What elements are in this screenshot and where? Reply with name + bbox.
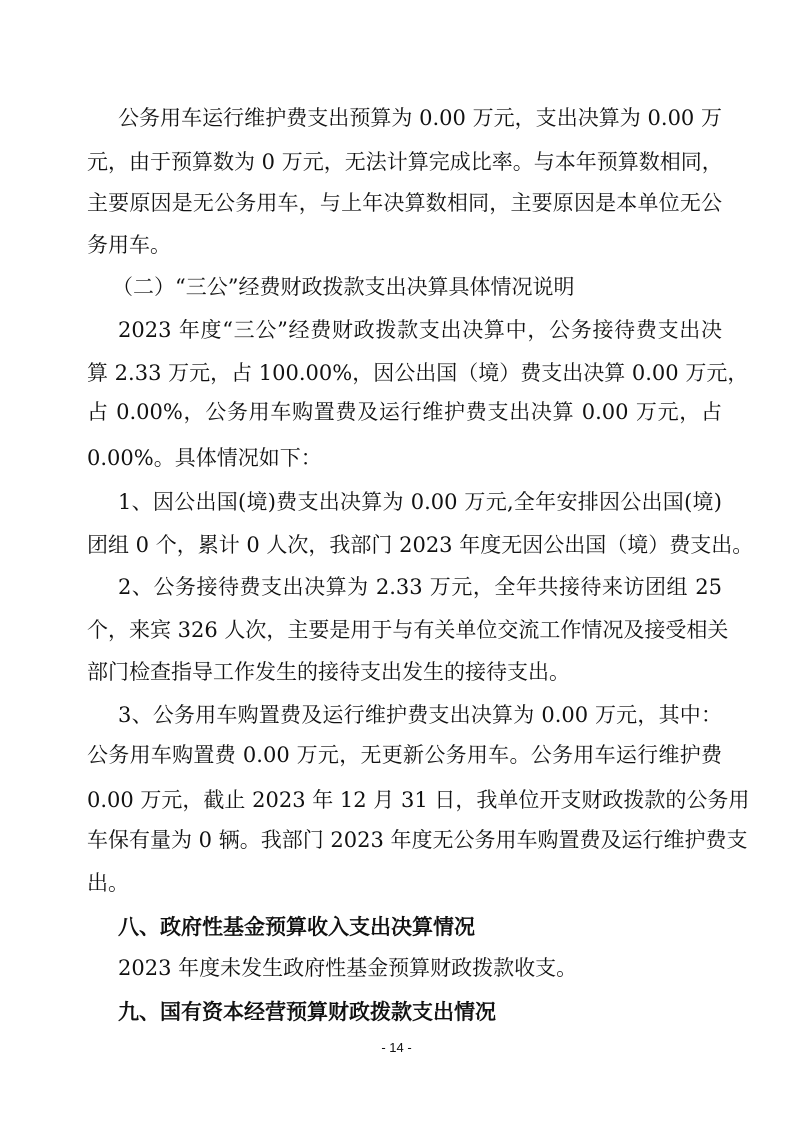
body-text-line: 团组 0 个，累计 0 人次，我部门 2023 年度无因公出国（境）费支出。 (87, 533, 754, 557)
body-text-line: 务用车。 (87, 233, 171, 257)
body-text-line: 1、因公出国(境)费支出决算为 0.00 万元,全年安排因公出国(境) (118, 490, 722, 514)
body-text-line: 3、公务用车购置费及运行维护费支出决算为 0.00 万元，其中： (118, 703, 722, 727)
section-heading-9: 九、国有资本经营预算财政拨款支出情况 (118, 1000, 496, 1024)
body-text-line: 2、公务接待费支出决算为 2.33 万元，全年共接待来访团组 25 (118, 575, 722, 599)
body-text-line: 出。 (87, 871, 129, 895)
body-text-line: 算 2.33 万元，占 100.00%，因公出国（境）费支出决算 0.00 万元， (87, 361, 749, 385)
body-text-line: 公务用车运行维护费支出预算为 0.00 万元，支出决算为 0.00 万 (118, 106, 722, 130)
body-text-line: 0.00 万元，截止 2023 年 12 月 31 日，我单位开支财政拨款的公务用 (87, 788, 750, 812)
body-text-line: 元，由于预算数为 0 万元，无法计算完成比率。与本年预算数相同， (87, 150, 723, 174)
body-text-line: 占 0.00%，公务用车购置费及运行维护费支出决算 0.00 万元，占 (87, 400, 722, 424)
subsection-heading: （二）“三公”经费财政拨款支出决算具体情况说明 (112, 275, 575, 299)
section-heading-8: 八、政府性基金预算收入支出决算情况 (118, 915, 475, 939)
body-text-line: 公务用车购置费 0.00 万元，无更新公务用车。公务用车运行维护费 (87, 743, 722, 767)
body-text-line: 主要原因是无公务用车，与上年决算数相同，主要原因是本单位无公 (87, 191, 722, 215)
body-text-line: 部门检查指导工作发生的接待支出发生的接待支出。 (87, 660, 570, 684)
page-number: - 14 - (381, 1040, 412, 1055)
body-text-line: 2023 年度“三公”经费财政拨款支出决算中，公务接待费支出决 (118, 318, 722, 342)
body-text-line: 个，来宾 326 人次，主要是用于与有关单位交流工作情况及接受相关 (87, 618, 729, 642)
body-text-line: 0.00%。具体情况如下： (87, 446, 322, 470)
body-text-line: 2023 年度未发生政府性基金预算财政拨款收支。 (118, 956, 578, 980)
body-text-line: 车保有量为 0 辆。我部门 2023 年度无公务用车购置费及运行维护费支 (87, 828, 748, 852)
